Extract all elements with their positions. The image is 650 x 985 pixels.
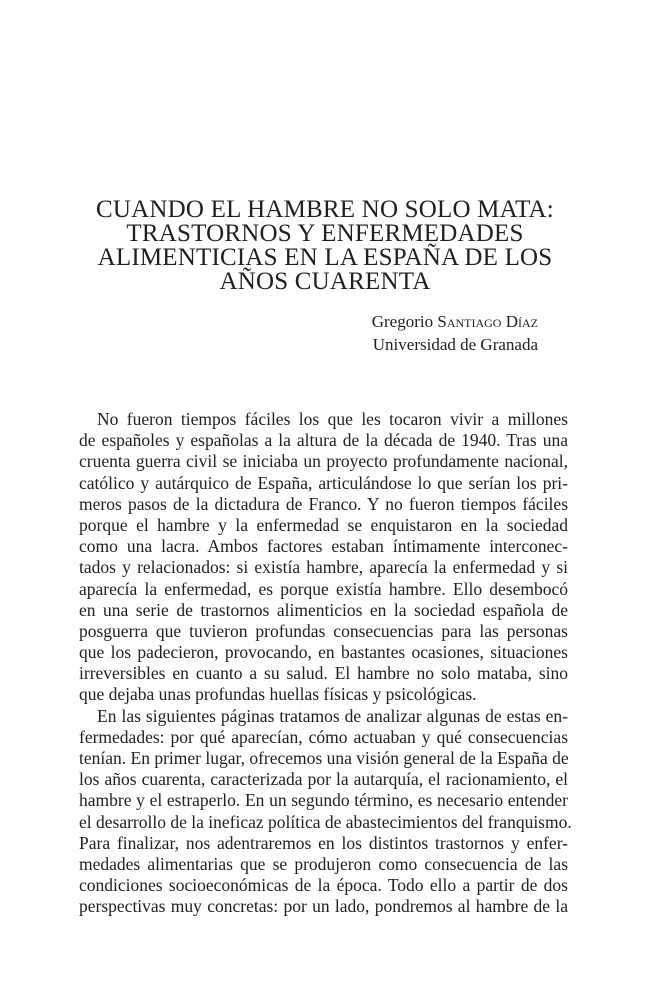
chapter-title-line: CUANDO EL HAMBRE NO SOLO MATA: <box>96 196 554 223</box>
text-line: Para finalizar, nos adentraremos en los distintos trastornos y enfer- <box>79 832 568 853</box>
chapter-title-line: TRASTORNOS Y ENFERMEDADES <box>126 220 524 247</box>
text-line: irreversibles en cuanto a su salud. El hambre no solo mataba, sino <box>79 663 568 684</box>
chapter-title-line: AÑOS CUARENTA <box>219 268 431 295</box>
text-line: cruenta guerra civil se iniciaba un proyecto profundamente nacional, <box>79 451 568 472</box>
text-line: católico y autárquico de España, articulándose lo que serían los pri- <box>79 472 568 493</box>
text-line: de españoles y españolas a la altura de la década de 1940. Tras una <box>79 430 568 451</box>
text-line: tenían. En primer lugar, ofrecemos una visión general de la España de <box>79 748 569 768</box>
text-line: en una serie de trastornos alimenticios en la sociedad española de <box>79 599 568 620</box>
text-line: medades alimentarias que se produjeron como consecuencia de las <box>79 853 568 874</box>
text-line: tados y relacionados: si existía hambre, aparecía la enfermedad y si <box>79 557 568 578</box>
text-line: como una lacra. Ambos factores estaban íntimamente interconec- <box>79 536 568 557</box>
text-line: No fueron tiempos fáciles los que les tocaron vivir a millones <box>97 409 568 429</box>
paragraph <box>79 409 568 706</box>
text-line: porque el hambre y la enfermedad se enquistaron en la sociedad <box>79 514 568 535</box>
body-text <box>79 409 572 918</box>
text-line: fermedades: por qué aparecían, cómo actuaban y qué consecuencias <box>79 726 568 747</box>
text-line: hambre y el estraperlo. En un segundo término, es necesario entender <box>79 790 568 811</box>
text-line: que los padecieron, provocando, en bastantes ocasiones, situaciones <box>79 642 568 663</box>
text-line: los años cuarenta, caracterizada por la autarquía, el racionamiento, el <box>79 769 568 790</box>
text-line: posguerra que tuvieron profundas consecuencias para las personas <box>79 620 568 641</box>
text-line: el desarrollo de la ineficaz política de abastecimientos del franquismo. <box>79 811 572 832</box>
chapter-title-line: ALIMENTICIAS EN LA ESPAÑA DE LOS <box>97 244 553 271</box>
text-line: meros pasos de la dictadura de Franco. Y no fueron tiempos fáciles <box>79 493 568 514</box>
author-surname: Santiago Díaz <box>437 312 538 331</box>
chapter-title <box>80 198 570 294</box>
text-line: aparecía la enfermedad, es porque existía hambre. Ello desembocó <box>79 578 568 599</box>
author-affiliation: Universidad de Granada <box>372 335 538 354</box>
author-name <box>372 310 538 333</box>
author-block <box>372 310 538 356</box>
text-line: condiciones socioeconómicas de la época. Todo ello a partir de dos <box>79 875 568 896</box>
text-line: perspectivas muy concretas: por un lado, pondremos al hambre de la <box>79 896 568 917</box>
author-given-name: Gregorio <box>371 312 434 331</box>
text-line: En las siguientes páginas tratamos de analizar algunas de estas en- <box>97 705 568 726</box>
text-line: que dejaba unas profundas huellas físicas y psicológicas. <box>79 684 477 705</box>
paragraph <box>79 705 572 918</box>
